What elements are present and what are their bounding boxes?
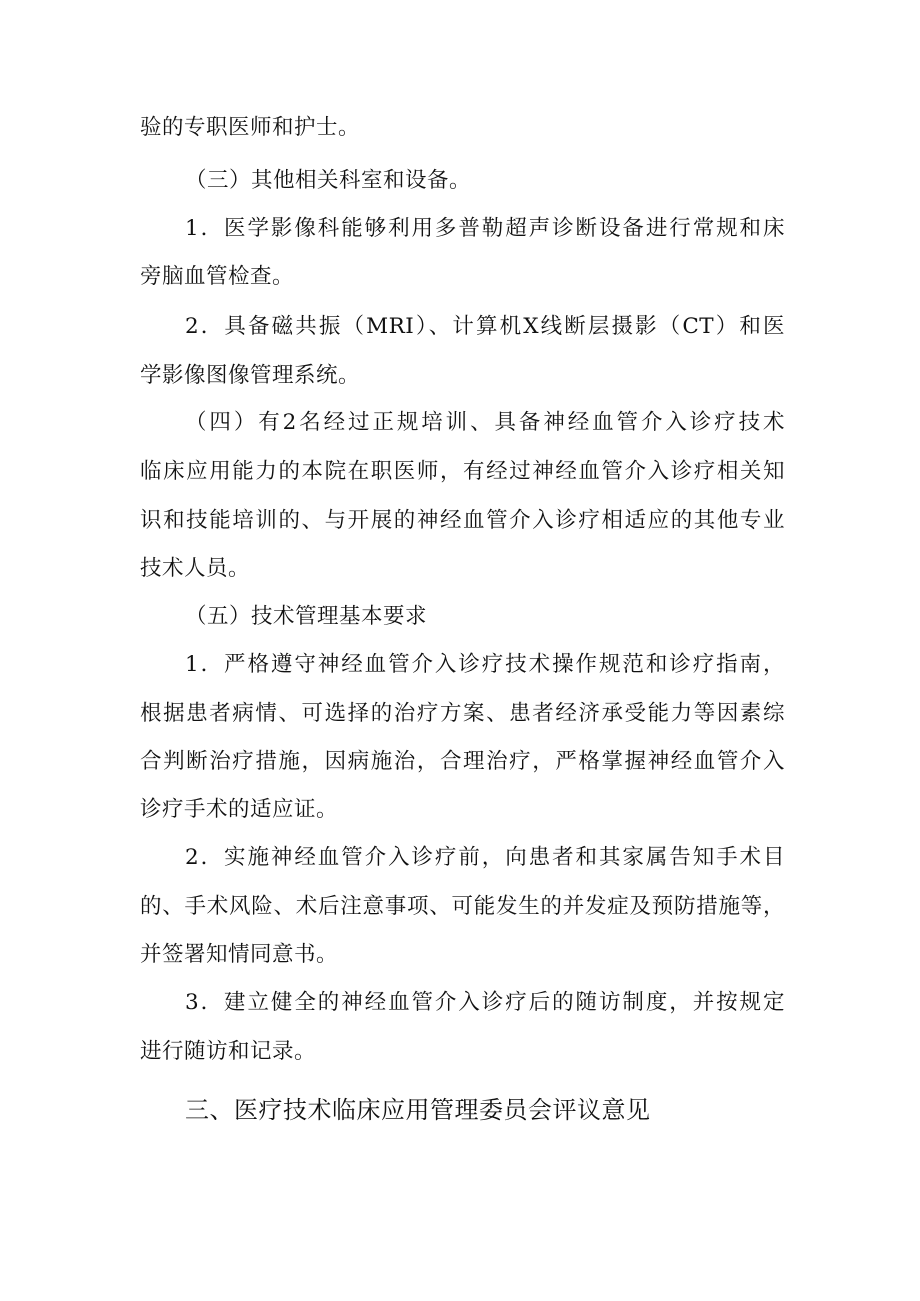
paragraph-line: 2．实施神经血管介入诊疗前，向患者和其家属告知手术目 — [185, 845, 785, 870]
paragraph-line: 进行随访和记录。 — [140, 1039, 317, 1064]
paragraph-line: 根据患者病情、可选择的治疗方案、患者经济承受能力等因素综 — [140, 701, 785, 726]
subsection-heading-three: （三）其他相关科室和设备。 — [185, 168, 472, 193]
paragraph-line: 诊疗手术的适应证。 — [140, 797, 339, 822]
paragraph-line: 旁脑血管检查。 — [140, 264, 295, 289]
paragraph-line: 的、手术风险、术后注意事项、可能发生的并发症及预防措施等， — [140, 894, 785, 919]
paragraph-line: 技术人员。 — [140, 556, 251, 581]
paragraph-line: 3．建立健全的神经血管介入诊疗后的随访制度，并按规定 — [185, 990, 785, 1015]
subsection-heading-five: （五）技术管理基本要求 — [185, 604, 428, 629]
paragraph-line: 验的专职医师和护士。 — [140, 115, 361, 140]
paragraph-line: 学影像图像管理系统。 — [140, 363, 361, 388]
paragraph-line: 1．严格遵守神经血管介入诊疗技术操作规范和诊疗指南， — [185, 652, 785, 677]
paragraph-line: 合判断治疗措施，因病施治，合理治疗，严格掌握神经血管介入 — [140, 749, 785, 774]
paragraph-line: 识和技能培训的、与开展的神经血管介入诊疗相适应的其他专业 — [140, 508, 785, 533]
subsection-heading-four: （四）有2名经过正规培训、具备神经血管介入诊疗技术 — [185, 410, 785, 435]
paragraph-line: 并签署知情同意书。 — [140, 942, 339, 967]
section-heading: 三、医疗技术临床应用管理委员会评议意见 — [185, 1096, 651, 1124]
paragraph-line: 1．医学影像科能够利用多普勒超声诊断设备进行常规和床 — [185, 216, 785, 241]
paragraph-line: 2．具备磁共振（MRI）、计算机X线断层摄影（CT）和医 — [185, 314, 785, 339]
paragraph-line: 临床应用能力的本院在职医师，有经过神经血管介入诊疗相关知 — [140, 459, 785, 484]
